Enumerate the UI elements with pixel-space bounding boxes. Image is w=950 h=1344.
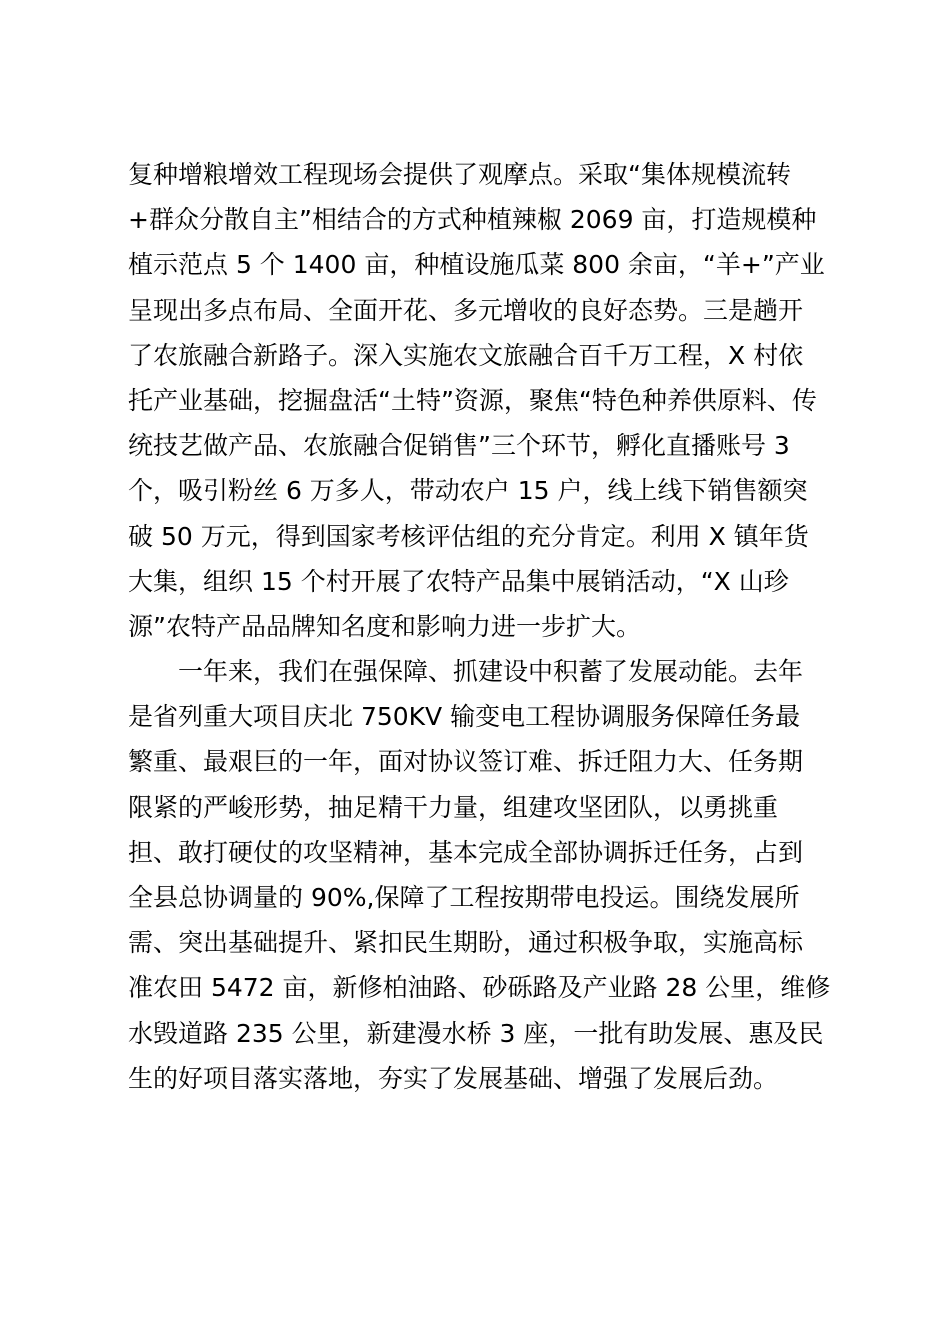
text-line: +群众分散自主”相结合的方式种植辣椒 2069 亩，打造规模种 bbox=[128, 205, 817, 235]
text-line: 准农田 5472 亩，新修柏油路、砂砾路及产业路 28 公里，维修 bbox=[128, 973, 831, 1003]
text-line: 破 50 万元，得到国家考核评估组的充分肯定。利用 X 镇年货 bbox=[128, 521, 809, 551]
text-line: 复种增粮增效工程现场会提供了观摩点。采取“集体规模流转 bbox=[128, 160, 791, 189]
text-line: 植示范点 5 个 1400 亩，种植设施瓜菜 800 余亩，“羊+”产业 bbox=[128, 250, 825, 280]
text-line: 是省列重大项目庆北 750KV 输变电工程协调服务保障任务最 bbox=[128, 702, 801, 732]
text-line: 源”农特产品品牌知名度和影响力进一步扩大。 bbox=[128, 611, 641, 641]
text-line: 水毁道路 235 公里，新建漫水桥 3 座，一批有助发展、惠及民 bbox=[128, 1018, 824, 1048]
paragraph-start-line: 一年来，我们在强保障、抓建设中积蓄了发展动能。去年 bbox=[178, 657, 804, 687]
text-line: 呈现出多点布局、全面开花、多元增收的良好态势。三是趟开 bbox=[128, 295, 804, 325]
text-line: 全县总协调量的 90%,保障了工程按期带电投运。围绕发展所 bbox=[128, 883, 800, 912]
text-line: 担、敢打硬仗的攻坚精神，基本完成全部协调拆迁任务，占到 bbox=[128, 837, 804, 867]
text-line: 繁重、最艰巨的一年，面对协议签订难、拆迁阻力大、任务期 bbox=[128, 747, 804, 777]
text-line: 限紧的严峻形势，抽足精干力量，组建攻坚团队，以勇挑重 bbox=[128, 792, 779, 822]
body-text bbox=[128, 152, 838, 1101]
text-line: 托产业基础，挖掘盘活“土特”资源，聚焦“特色种养供原料、传 bbox=[128, 385, 817, 415]
text-line: 统技艺做产品、农旅融合促销售”三个环节，孵化直播账号 3 bbox=[128, 431, 790, 461]
text-line: 了农旅融合新路子。深入实施农文旅融合百千万工程，X 村依 bbox=[128, 340, 804, 370]
text-line: 生的好项目落实落地，夯实了发展基础、增强了发展后劲。 bbox=[128, 1063, 779, 1093]
text-line: 大集，组织 15 个村开展了农特产品集中展销活动，“X 山珍 bbox=[128, 566, 789, 596]
text-line: 需、突出基础提升、紧扣民生期盼，通过积极争取，实施高标 bbox=[128, 928, 804, 958]
text-line: 个，吸引粉丝 6 万多人，带动农户 15 户，线上线下销售额突 bbox=[128, 476, 808, 506]
